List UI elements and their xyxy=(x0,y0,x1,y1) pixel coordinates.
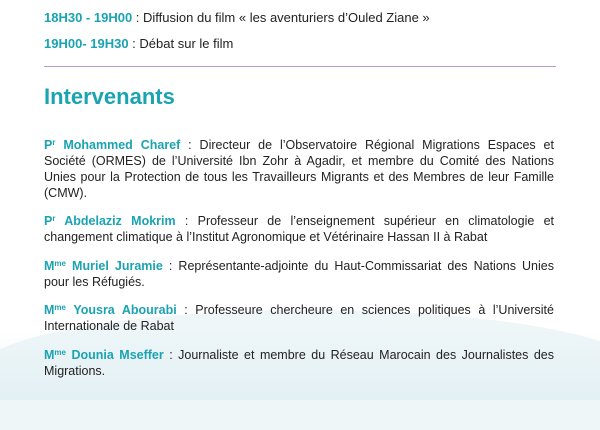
schedule-time: 19H00- 19H30 xyxy=(44,36,129,51)
speaker-entry xyxy=(44,302,554,334)
speaker-honorific xyxy=(44,214,55,228)
speaker-name-group xyxy=(44,138,180,152)
speaker-honorific xyxy=(44,138,55,152)
speaker-title-suffix: me xyxy=(54,258,66,268)
schedule-item xyxy=(44,10,430,26)
speaker-title-suffix: me xyxy=(54,347,66,357)
section-divider xyxy=(44,66,556,67)
speaker-description: : Représentante-adjointe du Haut-Commissariat des Nations Unies pour les Réfugiés. xyxy=(44,258,554,289)
speaker-entry xyxy=(44,347,554,379)
speaker-honorific xyxy=(44,348,66,362)
speaker-description: : Professeur de l’enseignement supérieur en climatologie et changement climatique à l’Institut Agronomique et Vétérinaire Hassan II à Rabat xyxy=(44,214,554,244)
speaker-title-base: M xyxy=(44,347,55,362)
schedule-text: Débat sur le film xyxy=(139,36,234,51)
speaker-entry xyxy=(44,213,554,245)
speaker-honorific xyxy=(44,303,66,317)
speaker-title-base: P xyxy=(44,137,53,152)
speaker-name-group xyxy=(44,259,163,273)
schedule-time: 18H30 - 19H00 xyxy=(44,10,133,25)
schedule-separator: : xyxy=(128,36,140,51)
speaker-name-group xyxy=(44,303,177,317)
speaker-description: : Professeure chercheure en sciences politiques à l’Université Internationale de Rabat xyxy=(44,303,554,333)
section-title: Intervenants xyxy=(44,84,175,109)
speaker-name: Muriel Juramie xyxy=(65,258,163,273)
speaker-name-group xyxy=(44,214,176,228)
speaker-honorific xyxy=(44,259,66,273)
speaker-name: Yousra Abourabi xyxy=(65,303,177,317)
speaker-description: : Journaliste et membre du Réseau Marocain des Journalistes des Migrations. xyxy=(44,347,554,378)
speaker-title-suffix: r xyxy=(52,214,56,223)
speaker-title-base: M xyxy=(44,303,55,317)
speaker-name-group xyxy=(44,348,164,362)
speaker-title-base: M xyxy=(44,258,55,273)
speaker-name: Abdelaziz Mokrim xyxy=(55,214,176,228)
schedule-text: Diffusion du film « les aventuriers d’Ouled Ziane » xyxy=(143,10,430,25)
speaker-title-base: P xyxy=(44,214,53,228)
speaker-description: : Directeur de l’Observatoire Régional Migrations Espaces et Société (ORMES) de l’Université Ibn Zohr à Agadir, et membre du Comité des Nations Unies pour la Protection de tous les Travailleurs Migrants et des Membres de leur Famille (CMW). xyxy=(44,137,554,200)
schedule-separator: : xyxy=(132,10,144,25)
schedule-item xyxy=(44,36,233,52)
speaker-title-suffix: me xyxy=(54,303,66,312)
speaker-name: Dounia Mseffer xyxy=(65,347,164,362)
speaker-entry xyxy=(44,137,554,201)
speaker-entry xyxy=(44,258,554,290)
speaker-name: Mohammed Charef xyxy=(55,137,181,152)
speaker-title-suffix: r xyxy=(52,137,56,147)
speakers-list xyxy=(44,124,554,388)
